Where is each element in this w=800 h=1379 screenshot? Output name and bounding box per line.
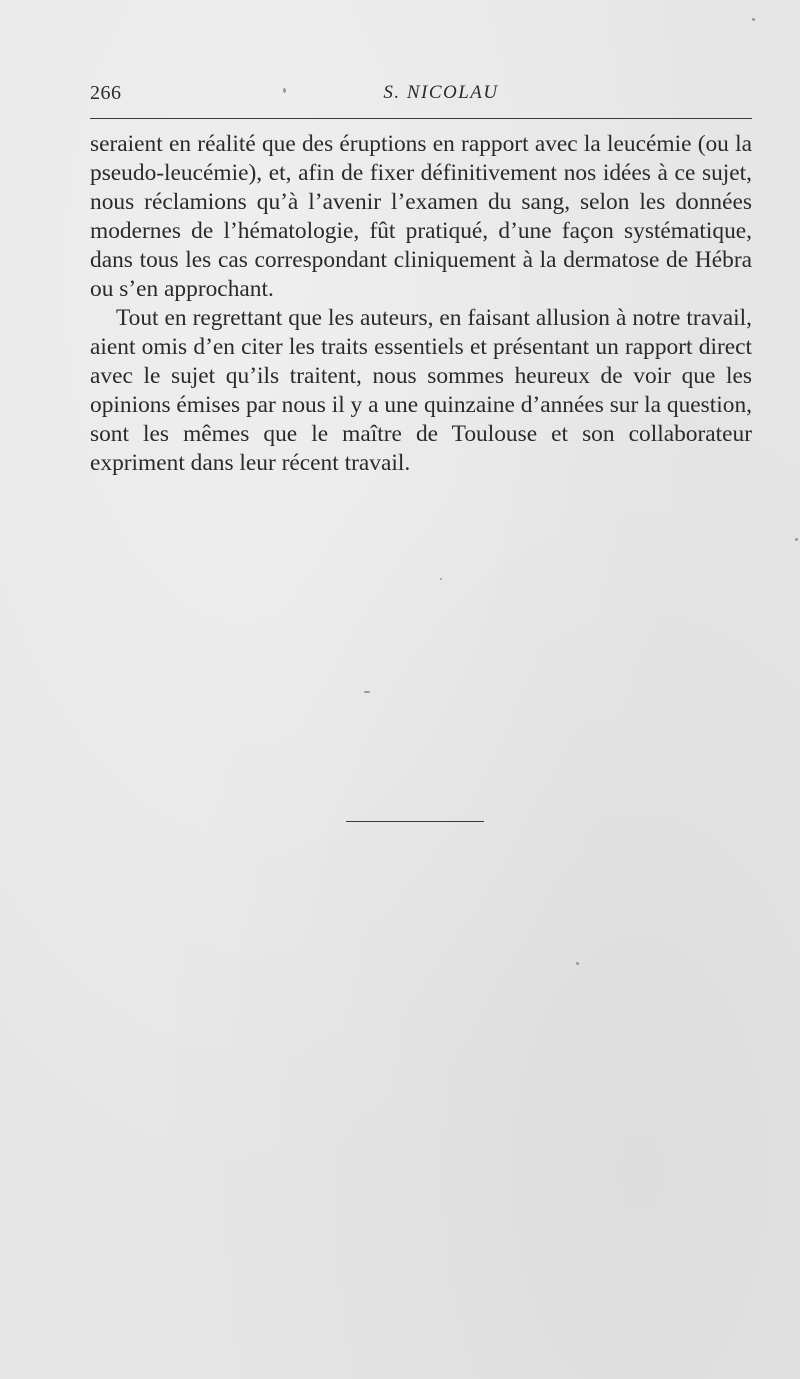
running-head (90, 82, 752, 110)
paper-speck (440, 578, 442, 580)
paragraph-continued: seraient en réalité que des éruptions en rapport avec la leucémie (ou la pseudo-leucémie), et, afin de fixer définitivement nos idées à ce sujet, nous réclamions qu’à l’avenir l’examen du sang, selon les données modernes de l’hématologie, fût pratiqué, d’une façon systématique, dans tous les cas correspondant cliniquement à la dermatose de Hébra ou s’en approchant. (90, 131, 752, 302)
paper-speck (752, 18, 755, 21)
paragraph: Tout en regrettant que les auteurs, en faisant allusion à notre travail, aient omis d’en citer les traits essentiels et présentant un rapport direct avec le sujet qu’ils traitent, nous sommes heureux de voir que les opinions émises par nous il y a une quinzaine d’années sur la question, sont les mêmes que le maître de Toulouse et son collaborateur expriment dans leur récent travail. (90, 305, 752, 476)
paper-speck (795, 538, 798, 541)
paper-speck (364, 691, 370, 693)
section-end-rule (346, 821, 484, 822)
running-head-author: S. NICOLAU (383, 82, 499, 103)
header-rule (90, 118, 752, 119)
body-text (90, 130, 752, 478)
page-number: 266 (90, 82, 122, 104)
paper-speck (283, 88, 286, 93)
paper-speck (576, 962, 579, 965)
